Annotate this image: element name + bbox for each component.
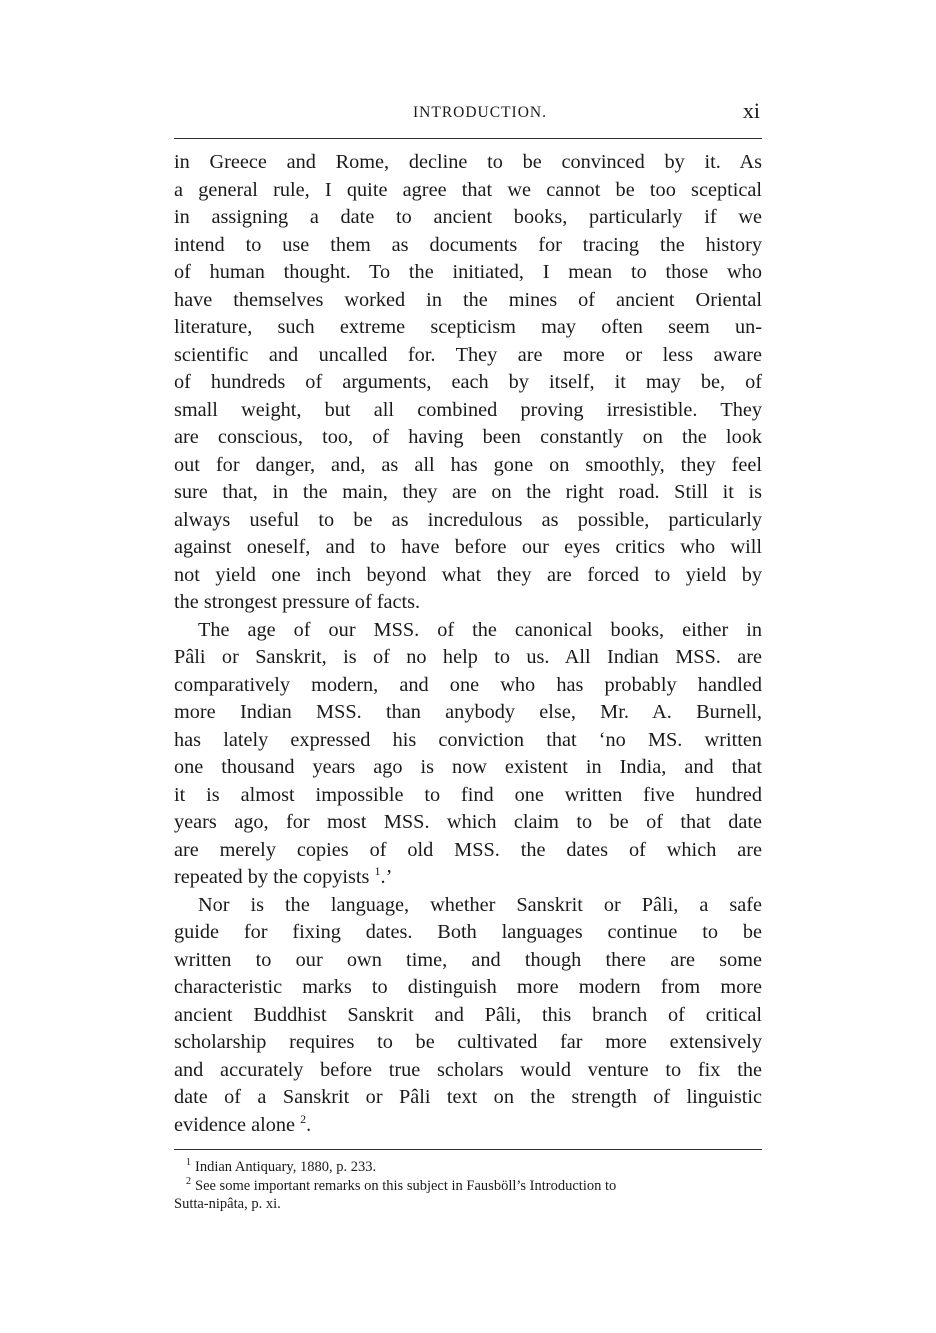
running-title: INTRODUCTION. [413,104,547,121]
page-number: xi [742,98,760,123]
text-line: against oneself, and to have before our eyes critics who will [174,536,762,558]
text-line [174,1112,762,1140]
text-line: sure that, in the main, they are on the right road. Still it is [174,481,762,503]
footnote-mark: 2 [186,1175,191,1187]
text-line: more Indian MSS. than anybody else, Mr. A. Burnell, [174,701,762,723]
line-text: evidence alone [174,1113,296,1136]
text-line: literature, such extreme scepticism may often seem un- [174,316,762,338]
text-line: date of a Sanskrit or Pâli text on the strength of linguistic [174,1086,762,1108]
footnotes [174,1158,762,1214]
text-line: of hundreds of arguments, each by itself, it may be, of [174,371,762,393]
text-line: are merely copies of old MSS. the dates of which are [174,838,762,861]
running-head [174,98,762,128]
paragraph-1 [174,149,762,617]
footnote-ref-2[interactable]: 2 [300,1111,307,1126]
footnote-text: See some important remarks on this subject in Fausböll’s Introduction to [195,1177,617,1194]
text-line: Pâli or Sanskrit, is of no help to us. All Indian MSS. are [174,646,762,668]
line-text: repeated by the copyists [174,866,370,888]
text-line: not yield one inch beyond what they are forced to yield by [174,563,762,586]
text-line: characteristic marks to distinguish more modern from more [174,976,762,998]
book-page [174,98,762,1214]
text-line: small weight, but all combined proving irresistible. They [174,398,762,421]
text-line: always useful to be as incredulous as possible, particularly [174,508,762,531]
text-line: guide for fixing dates. Both languages continue to be [174,921,762,943]
line-tail: .’ [380,866,393,888]
text-line: out for danger, and, as all has gone on smoothly, they feel [174,453,762,476]
text-line: of human thought. To the initiated, I mean to those who [174,261,762,283]
text-line: scholarship requires to be cultivated far more extensively [174,1031,762,1053]
text-line: The age of our MSS. of the canonical books, either in [198,618,762,641]
text-line: years ago, for most MSS. which claim to be of that date [174,811,762,833]
text-line: in assigning a date to ancient books, particularly if we [174,206,762,228]
text-line: it is almost impossible to find one written five hundred [174,783,762,806]
text-line: Nor is the language, whether Sanskrit or Pâli, a safe [198,893,762,916]
text-line: intend to use them as documents for tracing the history [174,233,762,256]
text-line: a general rule, I quite agree that we cannot be too sceptical [174,178,762,201]
footnote-line: Sutta-nipâta, p. xi. [174,1196,281,1212]
text-line: have themselves worked in the mines of ancient Oriental [174,288,762,311]
header-rule [174,138,762,139]
text-line: one thousand years ago is now existent in India, and that [174,756,762,778]
footnote-text: Indian Antiquary, 1880, p. 233. [195,1159,377,1175]
text-line: ancient Buddhist Sanskrit and Pâli, this branch of critical [174,1003,762,1026]
text-line: and accurately before true scholars would venture to fix the [174,1058,762,1081]
footnote-mark: 1 [186,1157,191,1169]
text-line: has lately expressed his conviction that ‘no MS. written [174,728,762,751]
footnote-1 [174,1158,762,1177]
paragraph-2 [174,617,762,892]
footnote-line [174,1177,762,1196]
text-line: are conscious, too, of having been constantly on the look [174,426,762,448]
line-tail: . [306,1113,312,1136]
text-line: in Greece and Rome, decline to be convinced by it. As [174,151,762,173]
footnote-rule [174,1149,762,1150]
text-line: written to our own time, and though there are some [174,948,762,971]
footnote-line [174,1158,762,1177]
text-line [174,864,762,892]
paragraph-3 [174,892,762,1140]
footnote-2 [174,1177,762,1214]
text-line: comparatively modern, and one who has probably handled [174,673,762,696]
body-text [174,149,762,1139]
footnote-ref-1[interactable]: 1 [374,864,381,879]
text-line: scientific and uncalled for. They are more or less aware [174,343,762,366]
text-line: the strongest pressure of facts. [174,591,421,613]
